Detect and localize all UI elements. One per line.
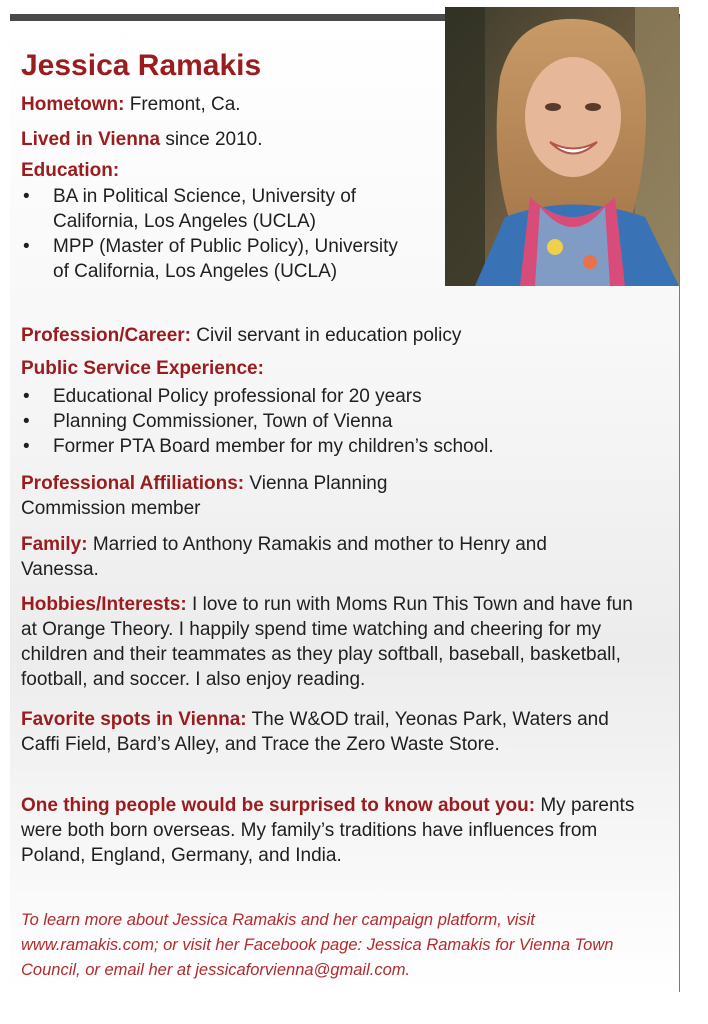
list-item: • BA in Political Science, University of California, Los Angeles (UCLA) (21, 184, 401, 234)
list-item: • Planning Commissioner, Town of Vienna (21, 409, 641, 434)
hobbies-value: I love to run with Moms Run This Town and have fun at Orange Theory. I happily spend time watching and cheering for my children and their teammates as they play softball, baseball, basketball, football, and soccer. I also enjoy reading. (21, 594, 633, 690)
favorites-value: The W&OD trail, Yeonas Park, Waters and Caffi Field, Bard’s Alley, and Trace the Zero Waste Store. (21, 709, 609, 755)
public-service-label: Public Service Experience: (21, 358, 264, 379)
list-item: • Educational Policy professional for 20 years (21, 384, 641, 409)
family-paragraph (21, 532, 621, 582)
affiliations-paragraph (21, 471, 491, 521)
list-item: • Former PTA Board member for my children’s school. (21, 434, 641, 459)
profession-value: Civil servant in education policy (196, 325, 462, 346)
family-value: Married to Anthony Ramakis and mother to Henry and Vanessa. (21, 534, 547, 580)
footer-note: To learn more about Jessica Ramakis and her campaign platform, visit www.ramakis.com; or visit her Facebook page: Jessica Ramakis for Vienna Town Council, or email her at jessicaforvienna@gmail.com. (21, 911, 614, 979)
surprise-paragraph (21, 793, 641, 868)
education-heading (21, 158, 119, 183)
education-label: Education: (21, 160, 120, 181)
family-label: Family: (21, 534, 88, 555)
hometown-value: Fremont, Ca. (129, 94, 241, 115)
hometown-line (21, 92, 241, 117)
profession-label: Profession/Career: (21, 325, 192, 346)
affiliations-label: Professional Affiliations: (21, 473, 245, 494)
surprise-label: One thing people would be surprised to know about you: (21, 795, 536, 816)
list-item: • MPP (Master of Public Policy), University of California, Los Angeles (UCLA) (21, 234, 401, 284)
surprise-value: My parents were both born overseas. My family’s traditions have influences from Poland, England, Germany, and India. (21, 795, 635, 866)
lived-value: since 2010. (165, 129, 263, 150)
hobbies-paragraph (21, 592, 646, 692)
public-service-list (21, 384, 641, 459)
education-list (21, 184, 401, 284)
candidate-photo (445, 7, 679, 286)
hometown-label: Hometown: (21, 94, 125, 115)
candidate-name: Jessica Ramakis (21, 49, 262, 82)
affiliations-value: Vienna Planning Commission member (21, 473, 388, 519)
lived-line (21, 127, 263, 152)
favorites-paragraph (21, 707, 651, 757)
favorites-label: Favorite spots in Vienna: (21, 709, 247, 730)
public-service-heading (21, 356, 264, 381)
hobbies-label: Hobbies/Interests: (21, 594, 187, 615)
lived-label: Lived in Vienna (21, 129, 161, 150)
profession-line (21, 323, 461, 348)
